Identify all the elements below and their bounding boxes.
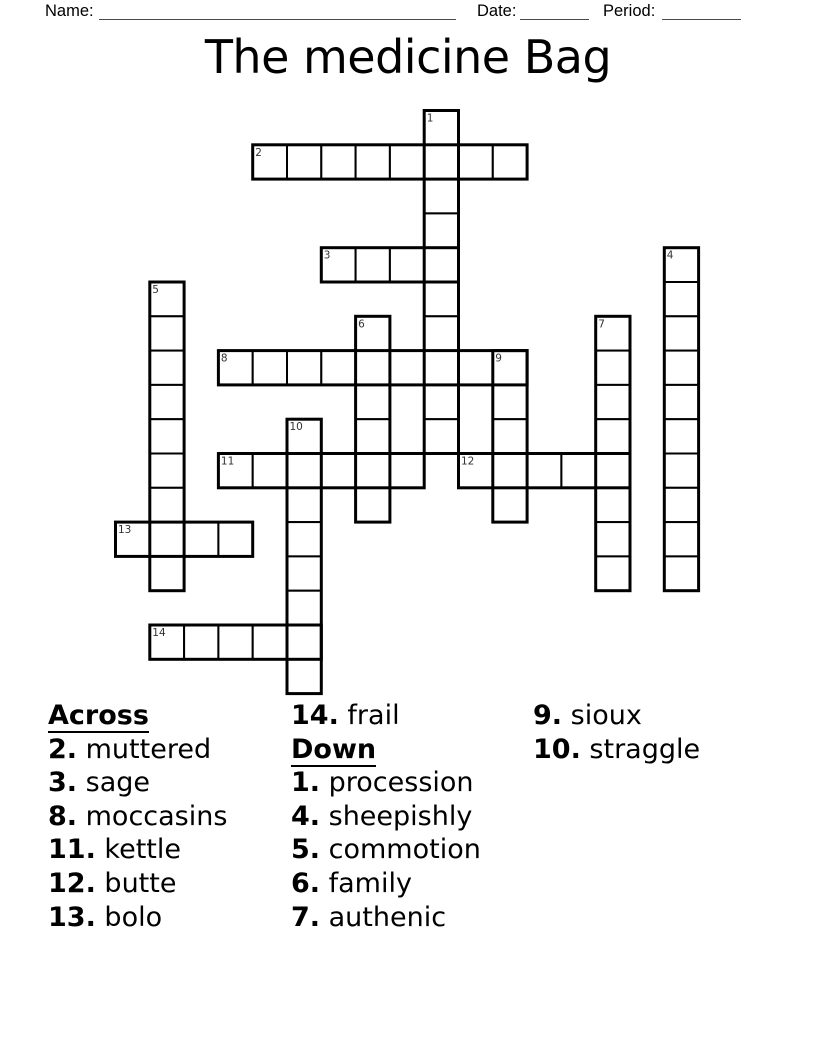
clue-item-across-11 <box>48 833 227 867</box>
grid-cell[interactable] <box>287 487 321 521</box>
clue-item-across-13 <box>48 901 227 935</box>
grid-cell[interactable] <box>424 316 458 350</box>
clue-item-across-3 <box>48 766 227 800</box>
cell-number-13: 13 <box>117 523 131 536</box>
grid-cell[interactable] <box>321 453 355 487</box>
clue-word: moccasins <box>77 800 228 832</box>
cell-number-10: 10 <box>289 420 303 433</box>
clue-item-down-4 <box>291 800 481 834</box>
grid-cell[interactable] <box>149 522 183 556</box>
clue-item-down-10 <box>533 733 700 767</box>
grid-cell[interactable] <box>287 625 321 659</box>
name-label: Name: <box>45 2 94 20</box>
clue-number: 1. <box>291 767 321 799</box>
clue-word: authenic <box>320 901 447 933</box>
cell-number-2: 2 <box>254 146 262 159</box>
clue-number: 3. <box>48 767 78 799</box>
grid-cell[interactable] <box>287 556 321 590</box>
grid-cell[interactable] <box>424 179 458 213</box>
clue-word: kettle <box>95 834 181 866</box>
clue-word: bolo <box>95 901 163 933</box>
clue-word: family <box>320 867 412 899</box>
clues-column-1 <box>48 699 227 934</box>
clue-number: 13. <box>48 901 96 933</box>
grid-cell[interactable] <box>424 384 458 418</box>
cell-number-7: 7 <box>597 317 605 330</box>
clue-number: 2. <box>48 733 78 765</box>
grid-cell[interactable] <box>389 350 423 384</box>
grid-cell[interactable] <box>424 350 458 384</box>
clue-word: sage <box>77 767 150 799</box>
clue-number: 10. <box>533 733 581 765</box>
grid-cell[interactable] <box>184 625 218 659</box>
grid-cell[interactable] <box>355 419 389 453</box>
grid-cell[interactable] <box>252 453 286 487</box>
clue-word: sheepishly <box>320 800 473 832</box>
grid-cell[interactable] <box>149 384 183 418</box>
grid-cell[interactable] <box>664 522 698 556</box>
grid-cell[interactable] <box>355 144 389 178</box>
clue-number: 6. <box>291 867 321 899</box>
grid-cell[interactable] <box>149 556 183 590</box>
clue-word: commotion <box>320 834 481 866</box>
clues-column-3 <box>533 699 700 766</box>
grid-cell[interactable] <box>321 144 355 178</box>
clue-number: 5. <box>291 834 321 866</box>
cell-number-4: 4 <box>666 249 673 262</box>
grid-cell[interactable] <box>149 453 183 487</box>
clue-item-down-6 <box>291 867 481 901</box>
cell-number-12: 12 <box>460 455 474 467</box>
clue-word: procession <box>320 767 474 799</box>
clues-column-2 <box>291 699 481 934</box>
clue-item-down-5 <box>291 833 481 867</box>
grid-cell[interactable] <box>595 522 629 556</box>
clue-number: 7. <box>291 901 321 933</box>
clue-item-down-7 <box>291 901 481 935</box>
grid-cell[interactable] <box>149 350 183 384</box>
grid-cell[interactable] <box>355 247 389 281</box>
grid-cell[interactable] <box>287 522 321 556</box>
grid-cell[interactable] <box>287 590 321 624</box>
clue-number: 4. <box>291 800 321 832</box>
grid-cell[interactable] <box>664 384 698 418</box>
grid-cell[interactable] <box>149 487 183 521</box>
grid-cell[interactable] <box>492 144 526 178</box>
grid-cell[interactable] <box>664 556 698 590</box>
grid-cell[interactable] <box>149 316 183 350</box>
clues-heading-across: Across <box>48 700 149 731</box>
grid-cell[interactable] <box>595 419 629 453</box>
date-blank-line[interactable] <box>520 19 589 20</box>
grid-cell[interactable] <box>492 453 526 487</box>
grid-cell[interactable] <box>321 350 355 384</box>
clue-number: 8. <box>48 800 78 832</box>
cell-number-14: 14 <box>151 626 166 639</box>
grid-cell[interactable] <box>252 350 286 384</box>
grid-cell[interactable] <box>664 316 698 350</box>
clue-word: sioux <box>562 700 642 731</box>
grid-cell[interactable] <box>664 282 698 316</box>
grid-cell[interactable] <box>492 384 526 418</box>
grid-cell[interactable] <box>595 556 629 590</box>
clue-item-across-2 <box>48 733 227 767</box>
grid-cell[interactable] <box>184 522 218 556</box>
grid-cell[interactable] <box>355 453 389 487</box>
grid-cell[interactable] <box>664 419 698 453</box>
clue-item-down-1 <box>291 766 481 800</box>
clue-number: 14. <box>291 700 339 731</box>
grid-cell[interactable] <box>149 419 183 453</box>
grid-cell[interactable] <box>389 144 423 178</box>
page-title: The medicine Bag <box>204 30 612 84</box>
clue-number: 9. <box>533 700 563 731</box>
grid-cell[interactable] <box>424 144 458 178</box>
name-blank-line[interactable] <box>99 19 456 20</box>
grid-cell[interactable] <box>389 247 423 281</box>
clue-item-across-14 <box>291 699 481 733</box>
cell-number-3: 3 <box>323 249 330 262</box>
clue-item-across-12 <box>48 867 227 901</box>
grid-cell[interactable] <box>287 350 321 384</box>
clue-word: butte <box>95 867 177 899</box>
cell-number-1: 1 <box>426 112 433 124</box>
grid-cell[interactable] <box>458 144 492 178</box>
grid-cell[interactable] <box>389 453 423 487</box>
grid-cell[interactable] <box>287 453 321 487</box>
grid-cell[interactable] <box>664 453 698 487</box>
grid-cell[interactable] <box>527 453 561 487</box>
period-label: Period: <box>603 2 656 20</box>
grid-cell[interactable] <box>492 487 526 521</box>
grid-cell[interactable] <box>424 213 458 247</box>
grid-cell[interactable] <box>355 350 389 384</box>
cell-number-11: 11 <box>220 455 234 467</box>
grid-cell[interactable] <box>561 453 595 487</box>
date-label: Date: <box>477 2 517 20</box>
clue-word: frail <box>338 700 400 731</box>
cell-number-9: 9 <box>494 352 502 365</box>
clue-item-down-9 <box>533 699 700 733</box>
period-blank-line[interactable] <box>662 19 741 20</box>
clues-heading-down: Down <box>291 733 377 765</box>
grid-cell[interactable] <box>252 625 286 659</box>
crossword-grid <box>113 108 701 696</box>
cell-number-6: 6 <box>357 317 365 330</box>
clue-item-across-8 <box>48 800 227 834</box>
grid-cell[interactable] <box>595 487 629 521</box>
grid-cell[interactable] <box>664 487 698 521</box>
grid-cell[interactable] <box>355 384 389 418</box>
grid-cell[interactable] <box>287 659 321 693</box>
grid-cell[interactable] <box>424 247 458 281</box>
grid-cell[interactable] <box>218 522 252 556</box>
grid-cell[interactable] <box>424 282 458 316</box>
grid-cell[interactable] <box>664 350 698 384</box>
grid-cell[interactable] <box>218 625 252 659</box>
clue-word: muttered <box>77 733 212 765</box>
clue-word: straggle <box>580 733 701 765</box>
grid-cell[interactable] <box>458 350 492 384</box>
grid-cell[interactable] <box>595 384 629 418</box>
grid-cell[interactable] <box>287 144 321 178</box>
grid-cell[interactable] <box>492 419 526 453</box>
grid-cell[interactable] <box>595 350 629 384</box>
grid-cell[interactable] <box>424 419 458 453</box>
clue-number: 11. <box>48 834 96 866</box>
cell-number-5: 5 <box>151 283 159 296</box>
grid-cell[interactable] <box>355 487 389 521</box>
grid-cell[interactable] <box>595 453 629 487</box>
clue-number: 12. <box>48 867 96 899</box>
cell-number-8: 8 <box>220 352 228 365</box>
